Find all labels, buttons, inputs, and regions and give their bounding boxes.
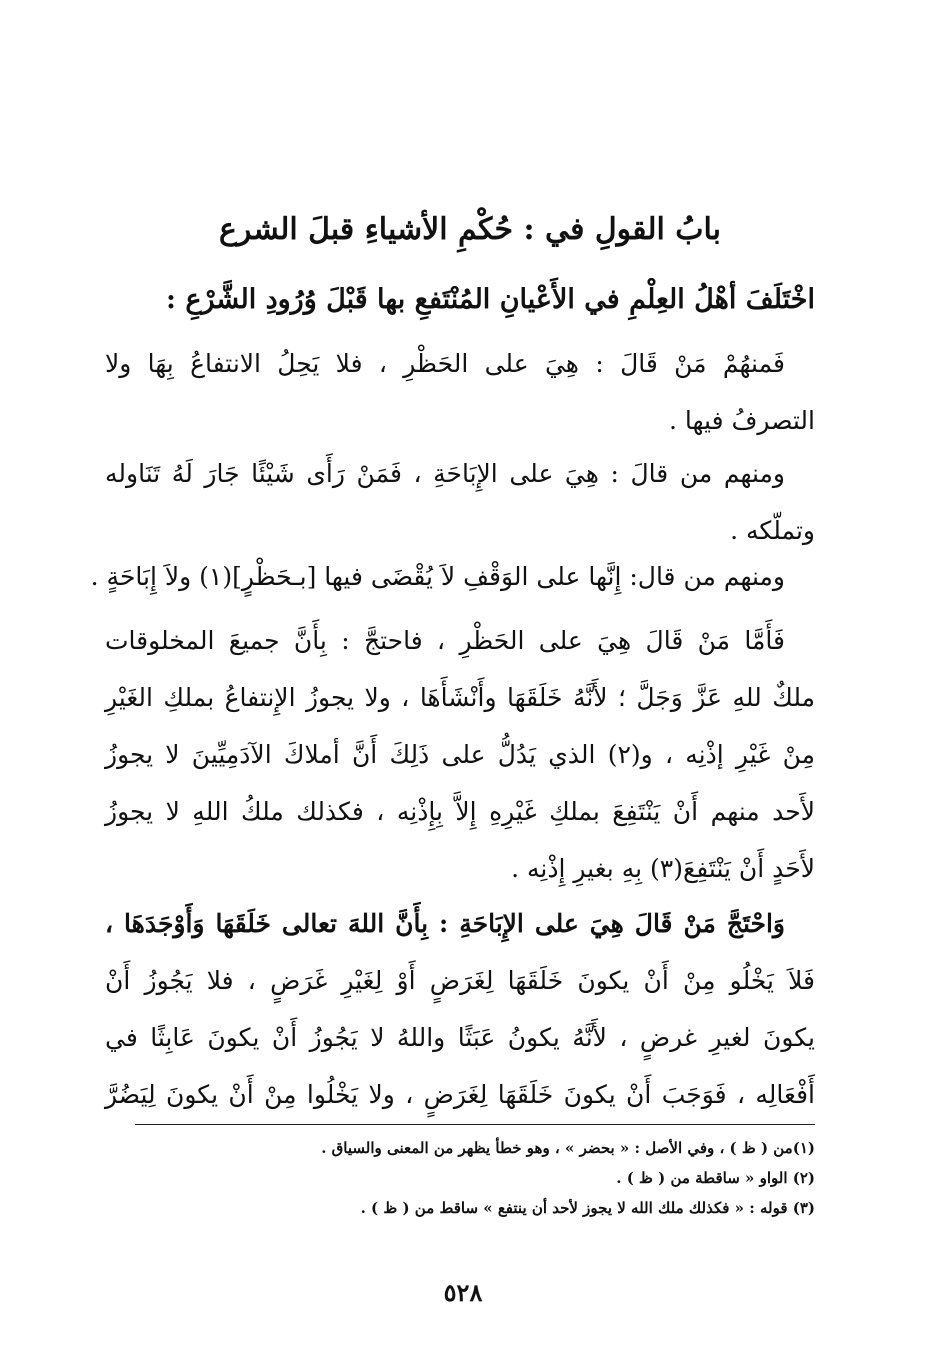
paragraph-ibaha bbox=[105, 445, 815, 559]
paragraph-line: لأَحد منهم أَنْ يَنْتَفِعَ بملكِ غَيْرِهِ إِلاَّ بِإِذْنِه ، فكذلك ملكُ اللهِ لا يجوزُ bbox=[105, 797, 815, 826]
paragraph-line: ومنهم من قال: إِنَّها على الوَقْفِ لاَ يُقْضَى فيها [بـحَظْرٍ](١) ولاَ إِبَاحَةٍ . bbox=[90, 562, 785, 591]
paragraph-hazr bbox=[105, 335, 815, 449]
paragraph-line: وتملّكه . bbox=[730, 516, 815, 545]
footnotes bbox=[115, 1133, 815, 1223]
paragraph-line: ومنهم من قالَ : هِيَ على الإِبَاحَةِ ، فَمَنْ رَأَى شَيْئًا جَارَ لَهُ تَنَاوله bbox=[105, 459, 785, 488]
section-intro: اخْتَلَفَ أهْلُ العِلْمِ في الأَعْيانِ المُنْتَفعِ بها قَبْلَ وُرُودِ الشَّرْعِ : bbox=[166, 284, 815, 315]
chapter-title: بابُ القولِ في : حُكْمِ الأشياءِ قبلَ الشرع bbox=[219, 212, 721, 247]
footnote-divider bbox=[135, 1124, 815, 1125]
paragraph-line: لأَحَدٍ أَنْ يَنْتَفِعَ(٣) بِهِ بغيرِ إِذْنِه . bbox=[511, 854, 815, 883]
footnote: (١)من ( ظ ) ، وفي الأصل : « بحضر » ، وهو خطأ يظهر من المعنى والسياق . bbox=[321, 1139, 815, 1157]
paragraph-line: وَاحْتَجَّ مَنْ قَالَ هِيَ على الإِبَاحَةِ : بِأَنَّ اللهَ تعالى خَلَقَهَا وَأَوْجَدَهَا ، bbox=[105, 909, 785, 938]
paragraph-line: أَفْعَالِه ، فَوَجَبَ أَنْ يكونَ خَلَقَهَا لِغَرَضٍ ، ولا يَخْلُوا مِنْ أَنْ يكونَ لِيَضُرَّ bbox=[105, 1080, 815, 1109]
paragraph-line: ملكٌ للهِ عَزَّ وَجَلَّ ؛ لأَنَّهُ خَلَقَهَا وأَنْشَأَهَا ، ولا يجوزُ الإِنتفاعُ بملكِ الغَيْرِ bbox=[105, 683, 815, 712]
paragraph-line: يكونَ لغيرِ غرضٍ ، لأَنَّهُ يكونُ عَبَثًا واللهُ لا يَجُوزُ أَنْ يكونَ عَابِثًا في bbox=[105, 1023, 815, 1052]
paragraph-waqf bbox=[90, 548, 815, 605]
paragraph-ibaha-argument bbox=[105, 895, 815, 1123]
paragraph-hazr-argument bbox=[105, 612, 815, 897]
paragraph-line: مِنْ غَيْرِ إذْنِه ، و(٢) الذي يَدُلُّ على ذَلِكَ أَنَّ أملاكَ الآدَمِيِّينَ لا يجوزُ bbox=[105, 740, 815, 769]
paragraph-line: فَأَمَّا مَنْ قَالَ هِيَ على الحَظْرِ ، فاحتجَّ : بِأَنَّ جميعَ المخلوقات bbox=[105, 626, 785, 655]
footnote: (٣) قوله : « فكذلك ملك الله لا يجوز لأحد أن ينتفع » ساقط من ( ظ ) . bbox=[360, 1199, 815, 1217]
footnote: (٢) الواو « ساقطة من ( ظ ) . bbox=[616, 1169, 815, 1187]
paragraph-line: فَمنهُمْ مَنْ قَالَ : هِيَ على الحَظْرِ ، فلا يَحِلُ الانتفاعُ بِهَا ولا bbox=[105, 349, 785, 378]
paragraph-line: فَلاَ يَخْلُو مِنْ أَنْ يكونَ خَلَقَهَا لِغَرَضٍ أَوْ لِغَيْرِ غَرَضٍ ، فلا يَجُوزُ أَنْ bbox=[105, 966, 815, 995]
page-number: ٥٢٨ bbox=[443, 1278, 483, 1307]
paragraph-line: التصرفُ فيها . bbox=[669, 406, 815, 435]
